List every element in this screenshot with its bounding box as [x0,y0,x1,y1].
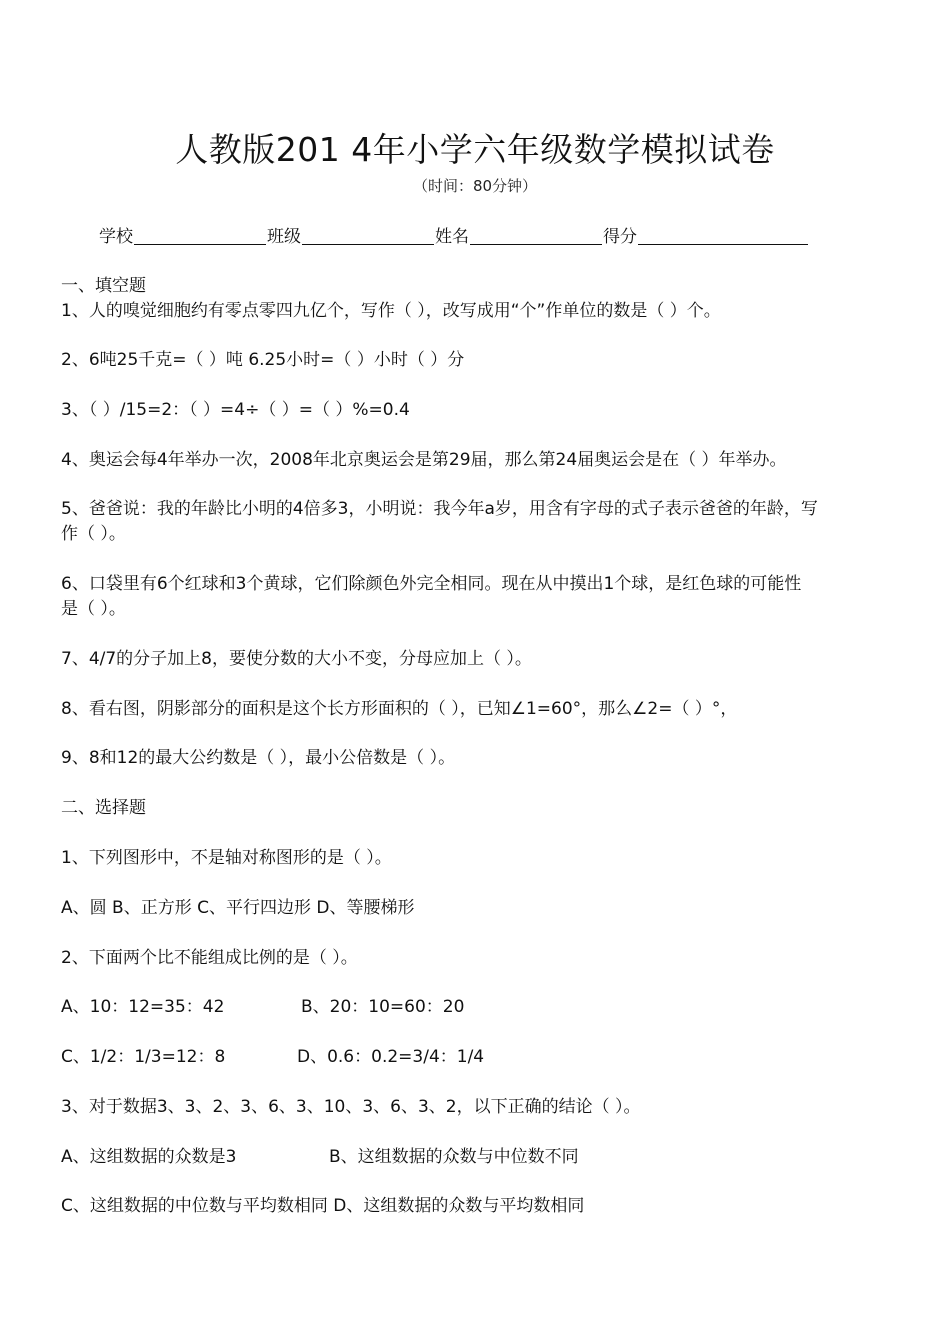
question-choice-2: 2、下面两个比不能组成比例的是（ ）。 [61,948,358,968]
section-heading-choice: 二、选择题 [61,798,146,818]
name-label: 姓名 [435,227,469,247]
score-blank [638,226,808,245]
question-fill-7: 7、4/7的分子加上8，要使分数的大小不变，分母应加上（ ）。 [61,649,532,669]
question-fill-1: 1、人的嗅觉细胞约有零点零四九亿个，写作（ ），改写成用“个”作单位的数是（ ）个。 [61,301,721,321]
question-choice-3-option-b: B、这组数据的众数与中位数不同 [329,1147,579,1167]
question-fill-6-line2: 是（ ）。 [61,599,126,619]
question-fill-8: 8、看右图，阴影部分的面积是这个长方形面积的（ ），已知∠1=60°，那么∠2=（ ）°， [61,699,738,719]
question-choice-1: 1、下列图形中，不是轴对称图形的是（ ）。 [61,848,392,868]
question-choice-2-option-a: A、10：12=35：42 [61,997,225,1017]
class-blank [302,226,434,245]
school-blank [134,226,266,245]
question-fill-2: 2、6吨25千克=（ ）吨 6.25小时=（ ）小时（ ）分 [61,350,465,370]
page-title: 人教版201 4年小学六年级数学模拟试卷 [175,130,775,169]
school-label: 学校 [99,227,133,247]
question-choice-1-options: A、圆 B、正方形 C、平行四边形 D、等腰梯形 [61,898,415,918]
question-fill-5-line2: 作（ ）。 [61,524,126,544]
question-choice-3-options-cd: C、这组数据的中位数与平均数相同 D、这组数据的众数与平均数相同 [61,1196,585,1216]
question-choice-2-option-d: D、0.6：0.2=3/4：1/4 [297,1047,485,1067]
exam-time: （时间：80分钟） [412,177,538,195]
section-heading-fill-in: 一、填空题 [61,276,146,296]
name-blank [470,226,602,245]
question-fill-5-line1: 5、爸爸说：我的年龄比小明的4倍多3，小明说：我今年a岁，用含有字母的式子表示爸爸的年龄，写 [61,499,818,519]
question-fill-3: 3、（ ）/15=2：（ ）=4÷（ ）=（ ）%=0.4 [61,400,410,420]
question-fill-9: 9、8和12的最大公约数是（ ），最小公倍数是（ ）。 [61,748,456,768]
score-label: 得分 [603,227,637,247]
question-fill-6-line1: 6、口袋里有6个红球和3个黄球，它们除颜色外完全相同。现在从中摸出1个球，是红色球的可能性 [61,574,802,594]
student-info-row [99,225,809,249]
question-choice-2-option-c: C、1/2：1/3=12：8 [61,1047,226,1067]
class-label: 班级 [267,227,301,247]
question-choice-3-option-a: A、这组数据的众数是3 [61,1147,237,1167]
question-choice-2-option-b: B、20：10=60：20 [301,997,465,1017]
question-choice-3: 3、对于数据3、3、2、3、6、3、10、3、6、3、2，以下正确的结论（ ）。 [61,1097,641,1117]
question-fill-4: 4、奥运会每4年举办一次，2008年北京奥运会是第29届，那么第24届奥运会是在（ ）年举办。 [61,450,787,470]
